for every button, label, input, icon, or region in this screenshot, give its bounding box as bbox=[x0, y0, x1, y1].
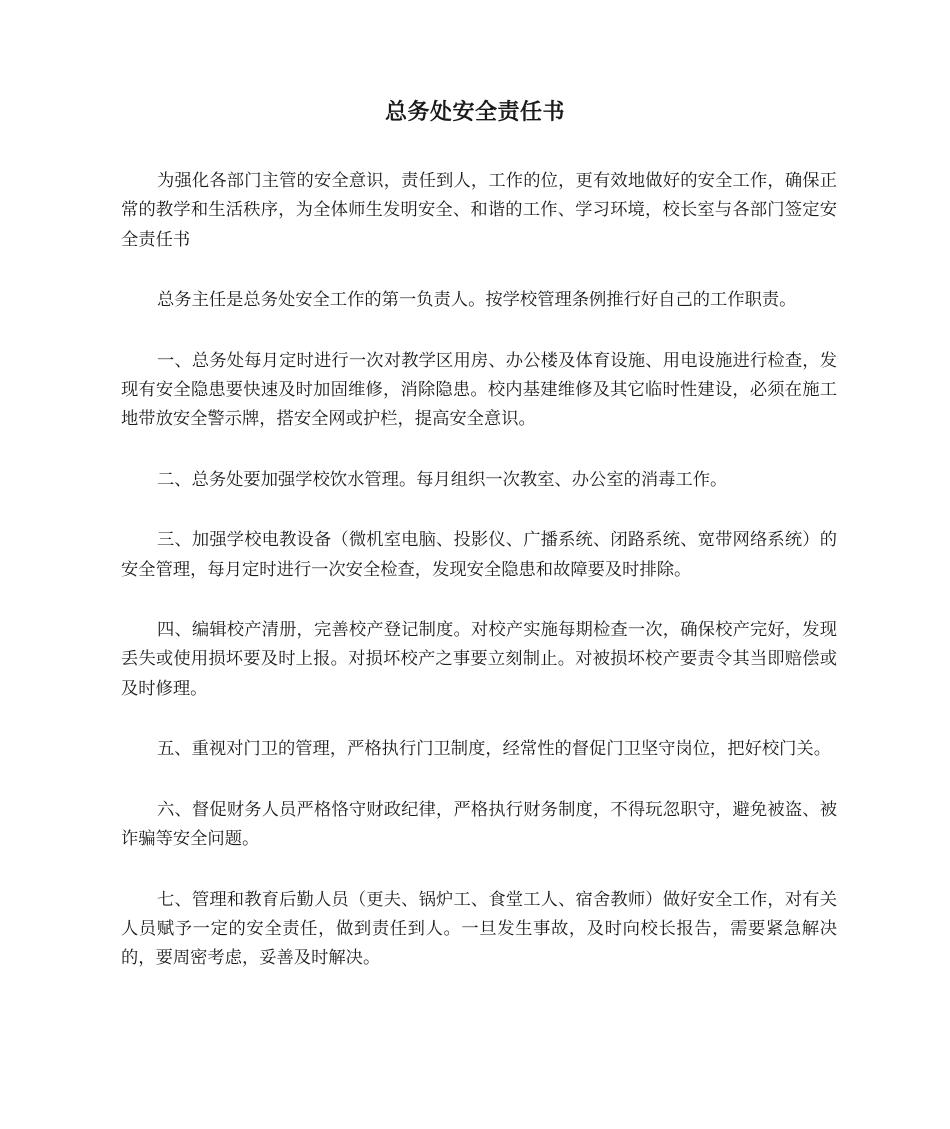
paragraph-item-6: 六、督促财务人员严格恪守财政纪律，严格执行财务制度，不得玩忽职守，避免被盗、被诈骗等安全问题。 bbox=[121, 799, 837, 850]
page-title: 总务处安全责任书 bbox=[384, 100, 565, 125]
paragraph-director: 总务主任是总务处安全工作的第一负责人。按学校管理条例推行好自己的工作职责。 bbox=[157, 290, 797, 311]
paragraph-item-7: 七、管理和教育后勤人员（更夫、锅炉工、食堂工人、宿舍教师）做好安全工作，对有关人员赋予一定的安全责任，做到责任到人。一旦发生事故，及时向校长报告，需要紧急解决的，要周密考虑，妥善及时解决。 bbox=[121, 889, 837, 969]
paragraph-item-3: 三、加强学校电教设备（微机室电脑、投影仪、广播系统、闭路系统、宽带网络系统）的安全管理，每月定时进行一次安全检查，发现安全隐患和故障要及时排除。 bbox=[121, 530, 837, 580]
paragraph-item-5: 五、重视对门卫的管理，严格执行门卫制度，经常性的督促门卫坚守岗位，把好校门关。 bbox=[157, 739, 831, 760]
paragraph-item-1: 一、总务处每月定时进行一次对教学区用房、办公楼及体育设施、用电设施进行检查，发现有安全隐患要快速及时加固维修，消除隐患。校内基建维修及其它临时性建设，必须在施工地带放安全警示牌，搭安全网或护栏，提高安全意识。 bbox=[121, 350, 837, 430]
paragraph-intro: 为强化各部门主管的安全意识，责任到人，工作的位，更有效地做好的安全工作，确保正常的教学和生活秩序，为全体师生发明安全、和谐的工作、学习环境，校长室与各部门签定安全责任书 bbox=[121, 171, 837, 250]
paragraph-item-4: 四、编辑校产清册，完善校产登记制度。对校产实施每期检查一次，确保校产完好，发现丢失或使用损坏要及时上报。对损坏校产之事要立刻制止。对被损坏校产要责令其当即赔偿或及时修理。 bbox=[121, 620, 837, 699]
document-body bbox=[121, 167, 837, 1005]
paragraph-item-2: 二、总务处要加强学校饮水管理。每月组织一次教室、办公室的消毒工作。 bbox=[157, 469, 728, 490]
